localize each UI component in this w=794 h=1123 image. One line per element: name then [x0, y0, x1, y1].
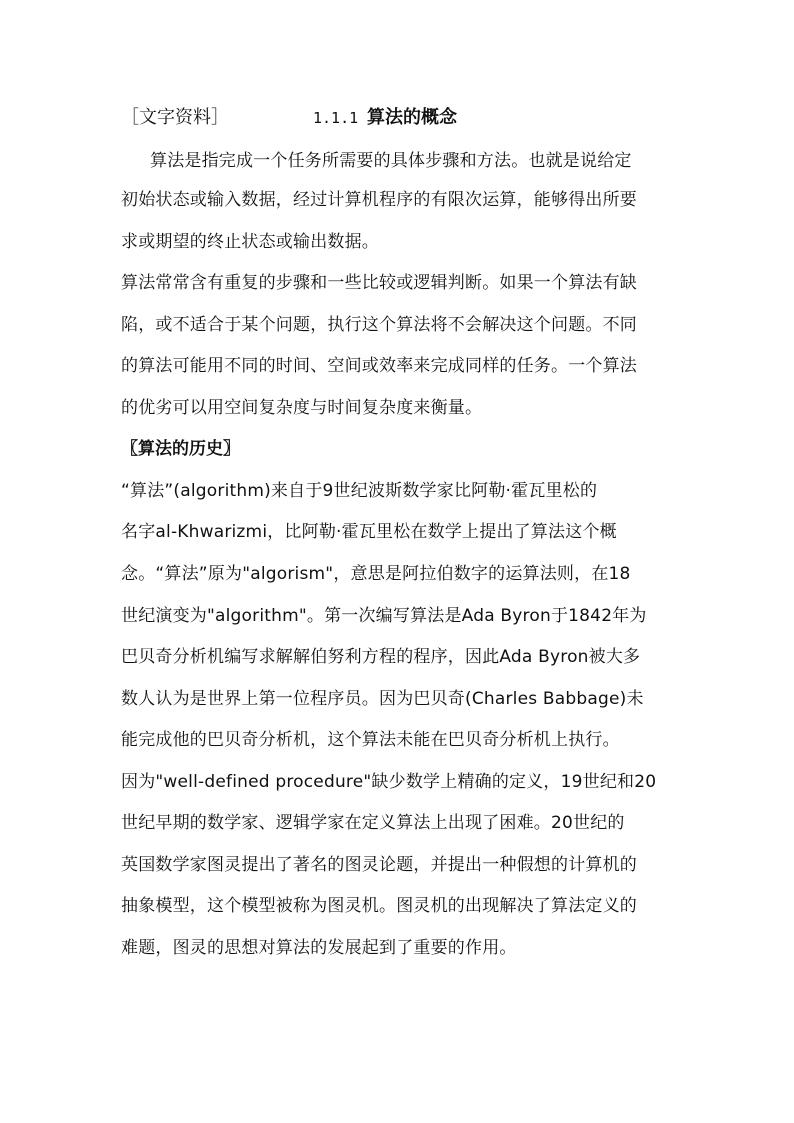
- history-paragraph-line: 因为"well-defined procedure"缺少数学上精确的定义，19世纪和20: [121, 772, 657, 792]
- heading-row: [121, 103, 681, 133]
- section-number: 1.1.1: [313, 109, 359, 127]
- history-paragraph-line: 念。“算法”原为"algorism"，意思是阿拉伯数字的运算法则，在18: [121, 564, 631, 584]
- feature-paragraph-line: 的算法可能用不同的时间、空间或效率来完成同样的任务。一个算法: [121, 356, 637, 376]
- history-paragraph-line: “算法”(algorithm)来自于9世纪波斯数学家比阿勒·霍瓦里松的: [121, 481, 598, 501]
- feature-paragraph-line: 陷，或不适合于某个问题，执行这个算法将不会解决这个问题。不同: [121, 315, 637, 335]
- history-paragraph-line: 名字al-Khwarizmi，比阿勒·霍瓦里松在数学上提出了算法这个概: [121, 522, 617, 542]
- history-paragraph-line: 世纪早期的数学家、逻辑学家在定义算法上出现了困难。20世纪的: [121, 813, 625, 833]
- history-paragraph-line: 抽象模型，这个模型被称为图灵机。图灵机的出现解决了算法定义的: [121, 896, 637, 916]
- history-paragraph-line: 能完成他的巴贝奇分析机，这个算法未能在巴贝奇分析机上执行。: [121, 730, 620, 750]
- history-paragraph-line: 巴贝奇分析机编写求解解伯努利方程的程序，因此Ada Byron被大多: [121, 647, 641, 667]
- history-paragraph-line: 数人认为是世界上第一位程序员。因为巴贝奇(Charles Babbage)未: [121, 689, 644, 709]
- concept-paragraph-line: 初始状态或输入数据，经过计算机程序的有限次运算，能够得出所要: [121, 190, 637, 210]
- document-label: ［文字资料］: [121, 107, 229, 128]
- concept-paragraph-line: 算法是指完成一个任务所需要的具体步骤和方法。也就是说给定: [150, 151, 632, 171]
- concept-paragraph-line: 求或期望的终止状态或输出数据。: [121, 232, 379, 252]
- history-paragraph-line: 英国数学家图灵提出了著名的图灵论题，并提出一种假想的计算机的: [121, 855, 637, 875]
- section-title: 算法的概念: [367, 107, 457, 128]
- history-paragraph-line: 世纪演变为"algorithm"。第一次编写算法是Ada Byron于1842年为: [121, 606, 647, 626]
- history-heading: 〖算法的历史〗: [121, 439, 240, 459]
- feature-paragraph-line: 算法常常含有重复的步骤和一些比较或逻辑判断。如果一个算法有缺: [121, 273, 637, 293]
- history-paragraph-line: 难题，图灵的思想对算法的发展起到了重要的作用。: [121, 938, 517, 958]
- feature-paragraph-line: 的优劣可以用空间复杂度与时间复杂度来衡量。: [121, 398, 483, 418]
